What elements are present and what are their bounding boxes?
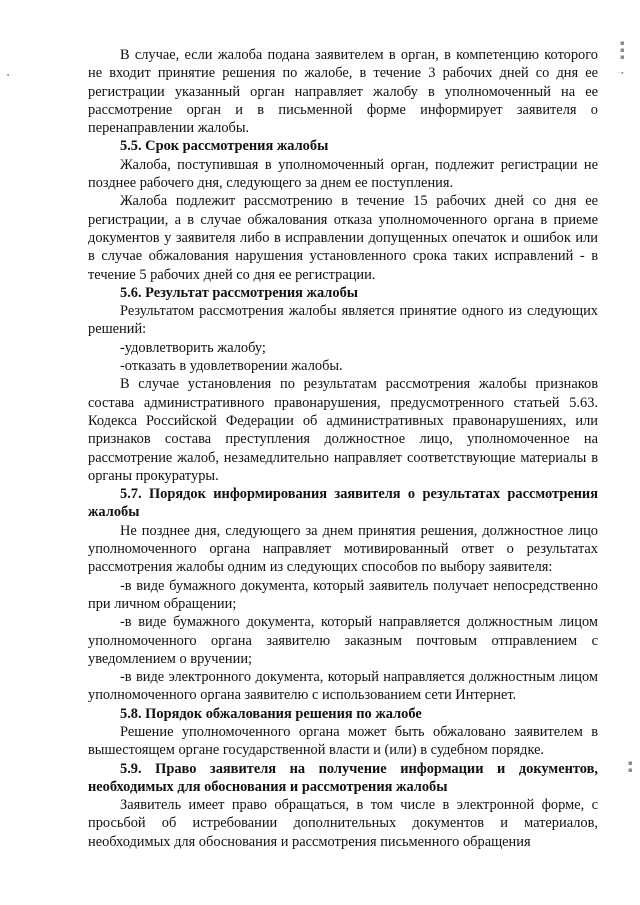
heading-5-5: 5.5. Срок рассмотрения жалобы — [120, 138, 329, 155]
heading-5-7: 5.7. Порядок информирования заявителя о результатах рассмотрения жалобы — [88, 486, 598, 521]
paragraph-result-intro: Результатом рассмотрения жалобы является принятие одного из следующих решений: — [88, 303, 598, 338]
list-item-satisfy: -удовлетворить жалобу; — [120, 339, 266, 356]
paragraph-prosecution: В случае установления по результатам рассмотрения жалобы признаков состава административного правонарушения, предусмотренного статьей 5.63. Кодекса Российской Федерации об административных правонарушениях, или признаков состава преступления должностное лицо, уполномоченное на рассмотрение жалоб, незамедлительно направляет соответствующие материалы в органы прокуратуры. — [88, 376, 598, 484]
paragraph-appeal: Решение уполномоченного органа может быть обжаловано заявителем в вышестоящем органе государственной власти и (или) в судебном порядке. — [88, 723, 598, 759]
scan-artifact-mark: ▪ ▪ — [628, 759, 633, 774]
list-item-refuse: -отказать в удовлетворении жалобы. — [120, 358, 343, 375]
paragraph-redirect-complaint: В случае, если жалоба подана заявителем в орган, в компетенцию которого не входит принятие решения по жалобе, в течение 3 рабочих дней со дня ее регистрации указанный орган направляет жалобу в уполномоченный на ее рассмотрение орган и в письменной форме информирует заявителя о перенаправлении жалобы. — [88, 47, 598, 137]
list-item-paper-mail: -в виде бумажного документа, который направляется должностным лицом уполномоченного органа заявителю заказным почтовым отправлением с уведомлением о вручении; — [88, 614, 598, 667]
paragraph-registration: Жалоба, поступившая в уполномоченный орган, подлежит регистрации не позднее рабочего дня, следующего за днем ее поступления. — [88, 156, 598, 192]
list-item-paper-personal: -в виде бумажного документа, который заявитель получает непосредственно при личном обращении; — [88, 577, 598, 612]
heading-5-9: 5.9. Право заявителя на получение информации и документов, необходимых для обоснования и рассмотрения жалобы — [88, 760, 598, 795]
paragraph-answer-methods: Не позднее дня, следующего за днем принятия решения, должностное лицо уполномоченного органа направляет мотивированный ответ о результатах рассмотрения жалобы одним из следующих способов по выбору заявителя: — [88, 522, 598, 576]
scan-artifact-mark: ∙ — [6, 71, 11, 79]
scan-artifact-mark: ▪ ▪ ▪ — [620, 39, 625, 61]
document-page — [88, 46, 598, 851]
heading-5-6: 5.6. Результат рассмотрения жалобы — [120, 284, 359, 301]
scan-artifact-mark: ·∙ — [618, 69, 625, 77]
list-item-electronic: -в виде электронного документа, который направляется должностным лицом уполномоченного органа заявителю с использованием сети Интернет. — [88, 669, 598, 704]
heading-5-8: 5.8. Порядок обжалования решения по жалобе — [120, 705, 422, 722]
paragraph-right-to-request: Заявитель имеет право обращаться, в том числе в электронной форме, с просьбой об истребовании дополнительных документов и материалов, необходимых для обоснования и рассмотрения письменного обращения — [88, 797, 598, 850]
paragraph-review-term: Жалоба подлежит рассмотрению в течение 15 рабочих дней со дня ее регистрации, а в случае обжалования отказа уполномоченного органа в приеме документов у заявителя либо в исправлении допущенных опечаток и ошибок или в случае обжалования нарушения установленного срока таких исправлений - в течение 5 рабочих дней со дня ее регистрации. — [88, 193, 598, 283]
